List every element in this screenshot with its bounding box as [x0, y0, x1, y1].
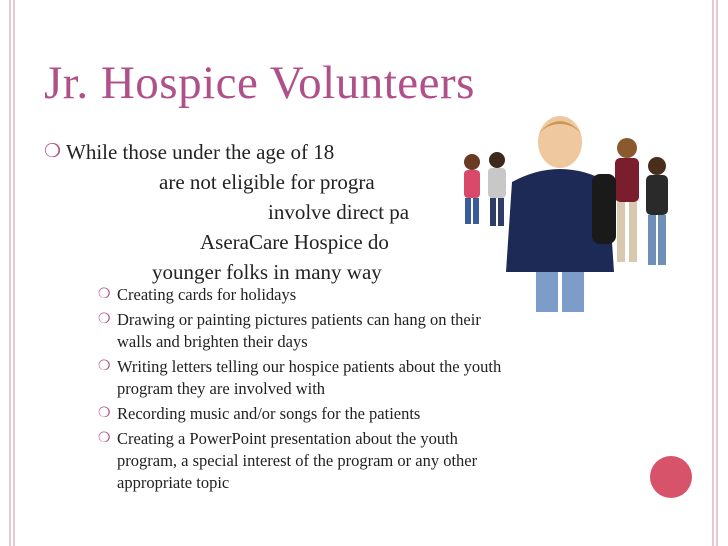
- sub-bullet-marker-icon: ❍: [98, 431, 111, 446]
- sub-bullet: [98, 356, 618, 400]
- sub-bullet-line: Writing letters telling our hospice patients about the youth: [117, 357, 502, 376]
- sub-bullet-line: Creating a PowerPoint presentation about the youth: [117, 429, 458, 448]
- sub-bullet-marker-icon: ❍: [98, 359, 111, 374]
- sub-bullet-marker-icon: ❍: [98, 312, 111, 327]
- sub-bullet-line: program they are involved with: [117, 379, 326, 398]
- main-bullet-line: While those under the age of 18: [66, 140, 335, 164]
- child-figure: [488, 152, 506, 226]
- frame-line-left-outer: [9, 0, 11, 546]
- main-bullet: [44, 137, 464, 287]
- sub-bullet-line: Drawing or painting pictures patients can hang on their: [117, 310, 481, 329]
- sub-bullet: [98, 309, 618, 353]
- sub-bullet-marker-icon: ❍: [98, 406, 111, 421]
- sub-bullet-line: Creating cards for holidays: [117, 285, 297, 304]
- main-bullet-line: are not eligible for progra: [159, 170, 375, 194]
- children-photo: [452, 112, 702, 312]
- child-figure: [615, 138, 639, 262]
- boy-figure: [506, 116, 616, 312]
- frame-line-right-outer: [716, 0, 718, 546]
- slide-title: Jr. Hospice Volunteers: [44, 57, 475, 109]
- sub-bullet-line: Recording music and/or songs for the patients: [117, 404, 421, 423]
- main-bullet-line: younger folks in many way: [152, 260, 382, 284]
- frame-line-right-inner: [712, 0, 714, 546]
- child-figure: [464, 154, 480, 224]
- frame-line-left-inner: [13, 0, 15, 546]
- sub-bullet-list: [98, 284, 618, 497]
- main-bullet-line: AseraCare Hospice do: [200, 230, 389, 254]
- sub-bullet: [98, 403, 618, 425]
- sub-bullet: [98, 428, 618, 494]
- sub-bullet-line: appropriate topic: [117, 473, 230, 492]
- sub-bullet-line: program, a special interest of the program or any other: [117, 451, 478, 470]
- sub-bullet-line: walls and brighten their days: [117, 332, 308, 351]
- accent-circle: [650, 456, 692, 498]
- sub-bullet-marker-icon: ❍: [98, 287, 111, 302]
- bullet-marker-icon: ❍: [44, 141, 62, 162]
- main-bullet-line: involve direct pa: [268, 200, 410, 224]
- child-figure: [646, 157, 668, 265]
